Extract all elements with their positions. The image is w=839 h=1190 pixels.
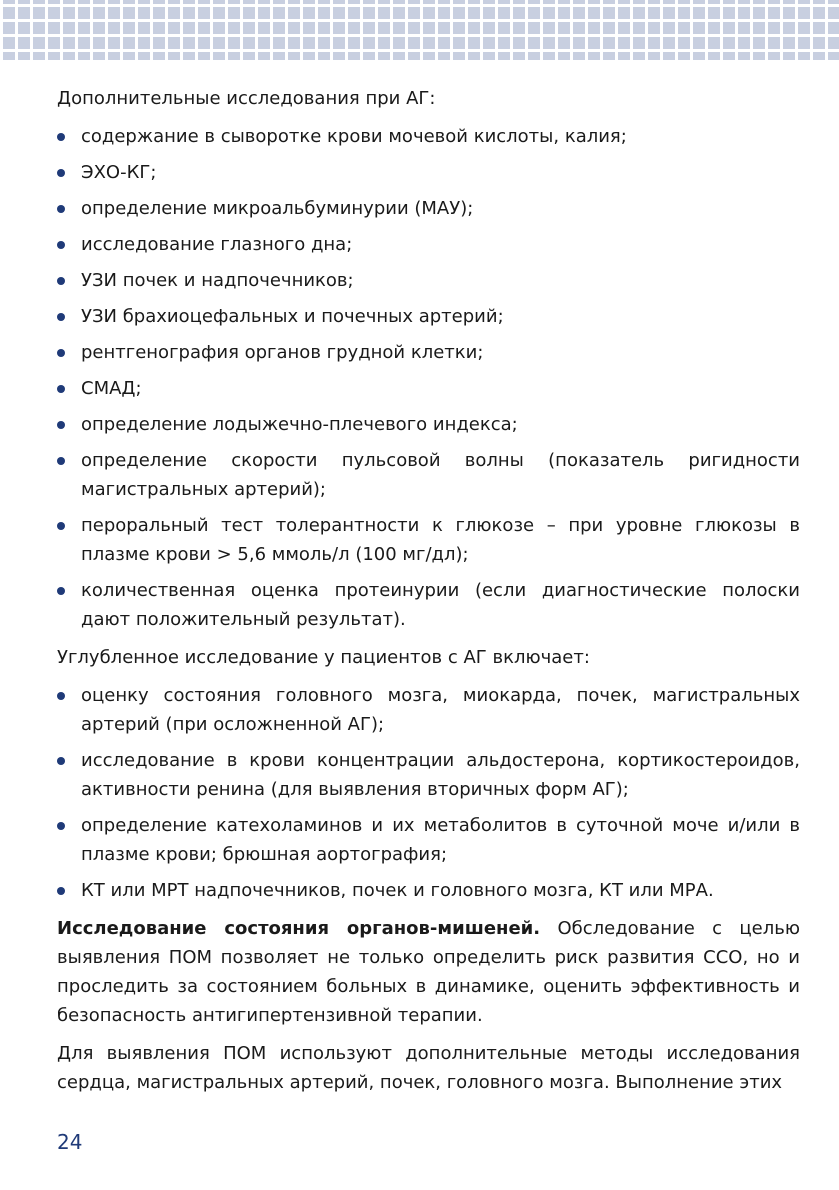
list-item: ЭХО-КГ; bbox=[57, 158, 800, 187]
bullet-icon bbox=[57, 277, 65, 285]
bullet-icon bbox=[57, 522, 65, 530]
page-number: 24 bbox=[57, 1130, 83, 1154]
bullet-icon bbox=[57, 757, 65, 765]
list-item: СМАД; bbox=[57, 374, 800, 403]
list-item: УЗИ брахиоцефальных и почечных артерий; bbox=[57, 302, 800, 331]
list-item: определение лодыжечно-плечевого индекса; bbox=[57, 410, 800, 439]
bullet-icon bbox=[57, 169, 65, 177]
indepth-tests-list bbox=[57, 681, 800, 905]
bullet-icon bbox=[57, 241, 65, 249]
target-organs-paragraph bbox=[57, 914, 800, 1030]
bullet-icon bbox=[57, 421, 65, 429]
bullet-icon bbox=[57, 692, 65, 700]
list-item: исследование глазного дна; bbox=[57, 230, 800, 259]
bullet-icon bbox=[57, 133, 65, 141]
list-item: определение микроальбуминурии (МАУ); bbox=[57, 194, 800, 223]
bullet-icon bbox=[57, 205, 65, 213]
bullet-icon bbox=[57, 587, 65, 595]
section-text: Обследование с целью выявления ПОМ позволяет не только определить риск развития ССО, но и проследить за состоянием больных в динамике, оценить эффективность и безопасность антигипертензивной терапии. bbox=[57, 918, 800, 1026]
list-item: рентгенография органов грудной клетки; bbox=[57, 338, 800, 367]
bullet-icon bbox=[57, 385, 65, 393]
methods-paragraph: Для выявления ПОМ используют дополнительные методы исследования сердца, магистральных артерий, почек, головного мозга. Выполнение этих bbox=[57, 1043, 800, 1093]
list-item: КТ или МРТ надпочечников, почек и головного мозга, КТ или МРА. bbox=[57, 876, 800, 905]
list-item: количественная оценка протеинурии (если диагностические полоски дают положительный результат). bbox=[57, 576, 800, 634]
bullet-icon bbox=[57, 887, 65, 895]
bullet-icon bbox=[57, 822, 65, 830]
intro-indepth: Углубленное исследование у пациентов с АГ включает: bbox=[57, 647, 590, 668]
list-item: УЗИ почек и надпочечников; bbox=[57, 266, 800, 295]
bullet-icon bbox=[57, 457, 65, 465]
list-item: оценку состояния головного мозга, миокарда, почек, магистральных артерий (при осложненной АГ); bbox=[57, 681, 800, 739]
list-item: пероральный тест толерантности к глюкозе – при уровне глюкозы в плазме крови > 5,6 ммоль/л (100 мг/дл); bbox=[57, 511, 800, 569]
list-item: содержание в сыворотке крови мочевой кислоты, калия; bbox=[57, 122, 800, 151]
list-item: определение катехоламинов и их метаболитов в суточной моче и/или в плазме крови; брюшная аортография; bbox=[57, 811, 800, 869]
list-item: определение скорости пульсовой волны (показатель ригидности магистральных артерий); bbox=[57, 446, 800, 504]
section-heading: Исследование состояния органов-мишеней. bbox=[57, 918, 541, 939]
decorative-grid-band bbox=[0, 0, 839, 60]
bullet-icon bbox=[57, 313, 65, 321]
intro-additional: Дополнительные исследования при АГ: bbox=[57, 88, 436, 109]
list-item: исследование в крови концентрации альдостерона, кортикостероидов, активности ренина (для выявления вторичных форм АГ); bbox=[57, 746, 800, 804]
bullet-icon bbox=[57, 349, 65, 357]
page-content bbox=[57, 84, 800, 1106]
additional-tests-list bbox=[57, 122, 800, 634]
